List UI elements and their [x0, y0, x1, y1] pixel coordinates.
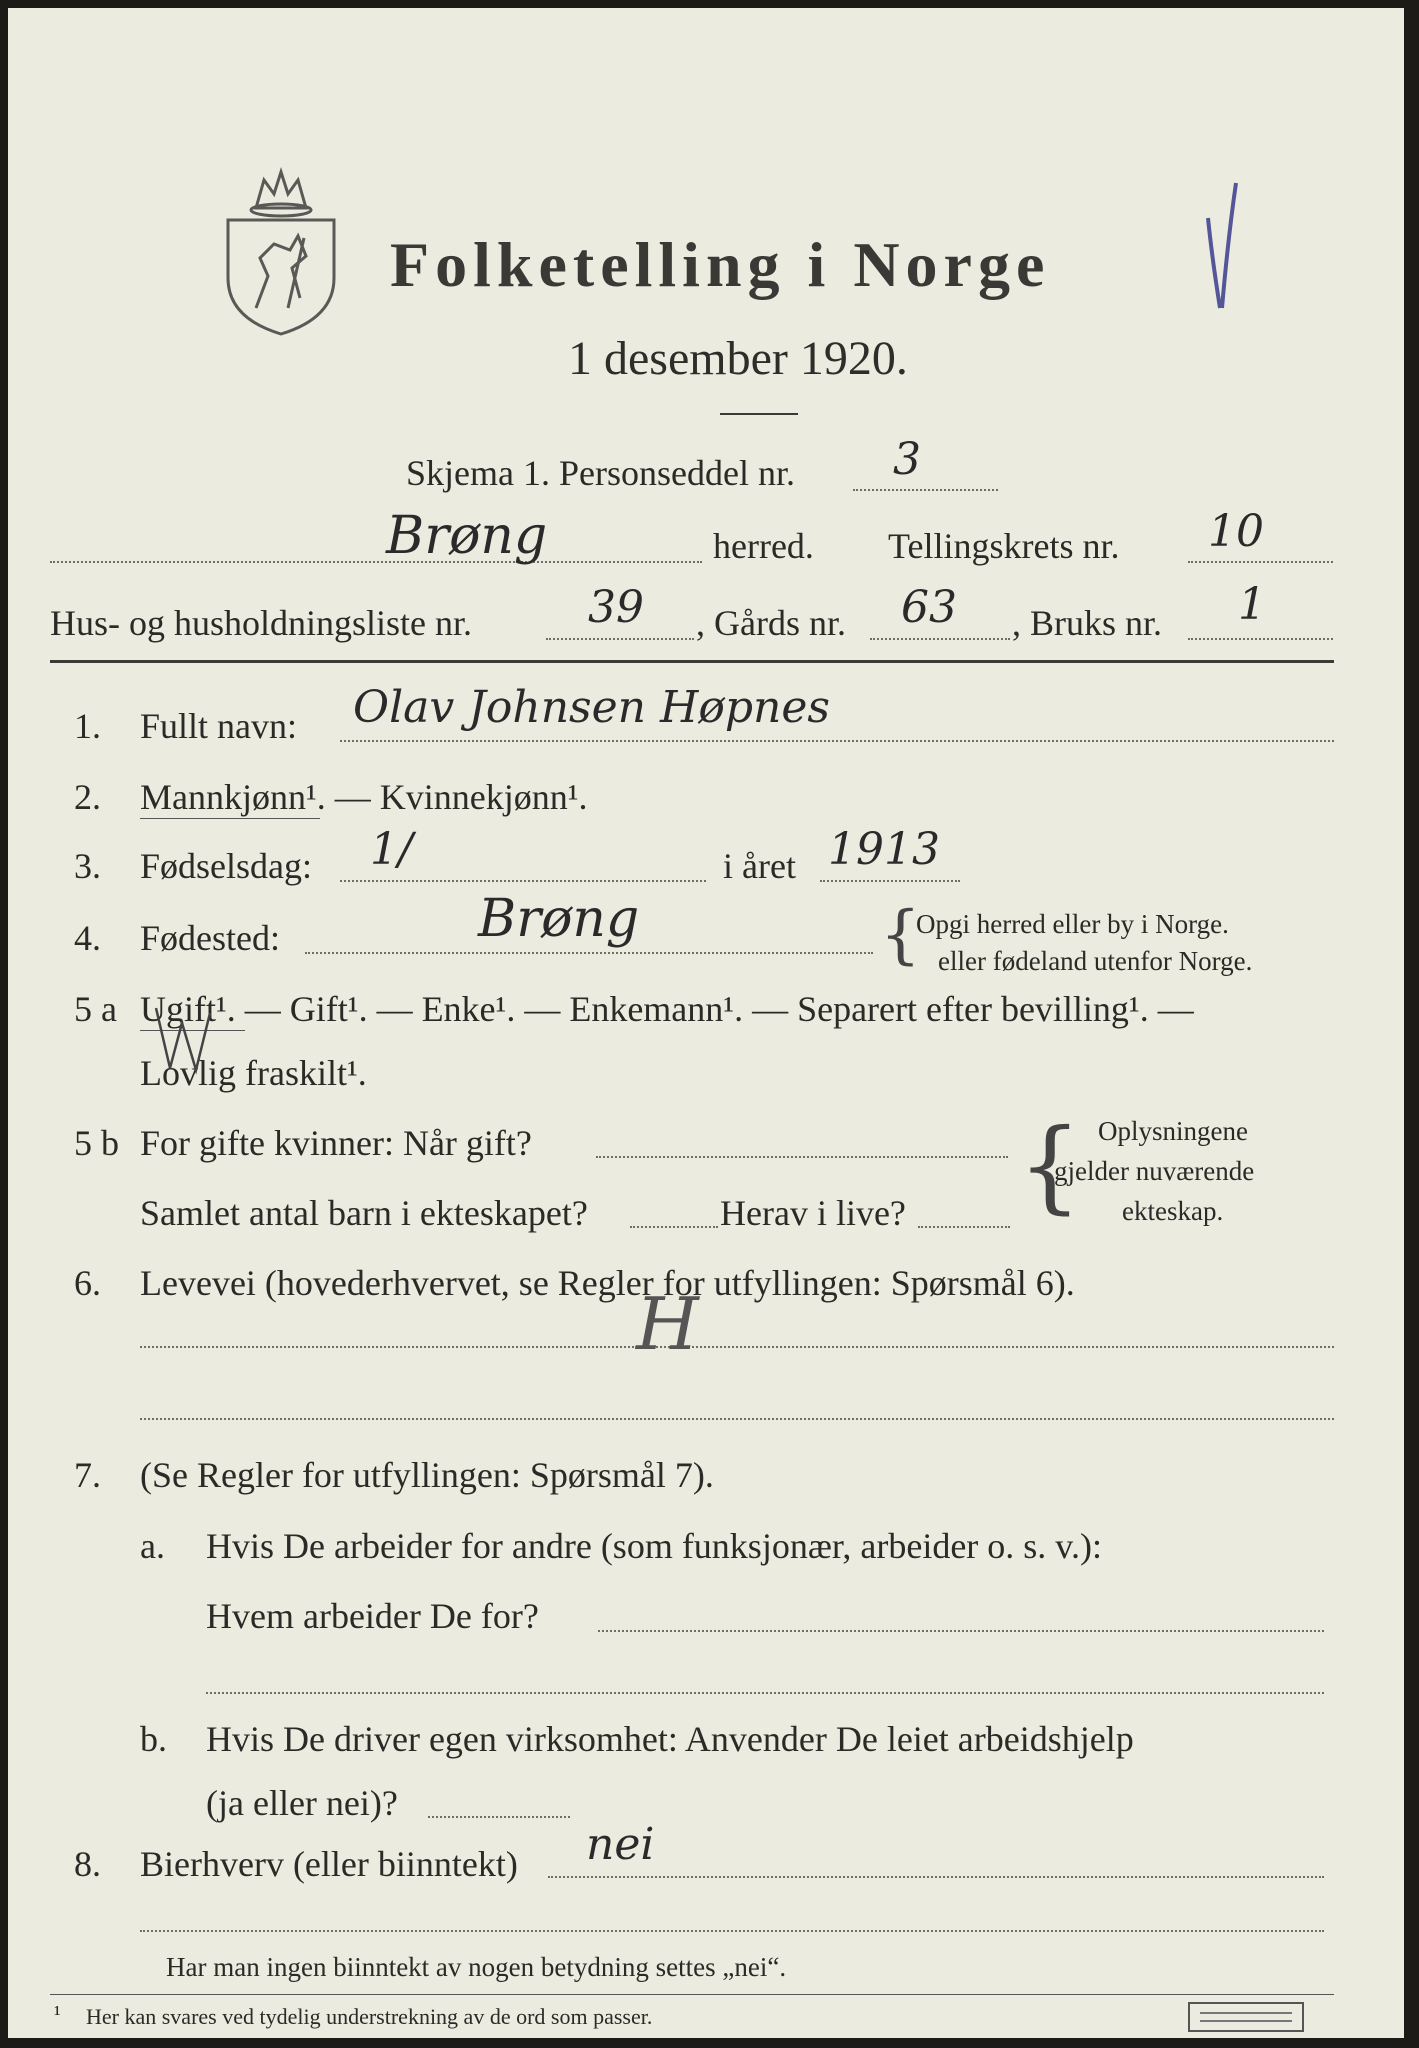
q1-value: Olav Johnsen Høpnes: [353, 682, 830, 733]
q1-line: [340, 740, 1334, 742]
q5b-gift-line: [596, 1156, 1008, 1158]
q7a-line-1: Hvis De arbeider for andre (som funksjonær, arbeider o. s. v.):: [206, 1526, 1102, 1566]
q4-line: [305, 952, 873, 954]
q5b-number: 5 b: [74, 1123, 119, 1163]
bruks-label: , Bruks nr.: [1012, 603, 1163, 643]
q5b-line-2a: Samlet antal barn i ekteskapet?: [140, 1193, 588, 1233]
q3-year-label: i året: [723, 846, 796, 886]
q4-note-2: eller fødeland utenfor Norge.: [938, 946, 1253, 976]
q6-number: 6.: [74, 1263, 101, 1303]
hus-line: [546, 638, 694, 640]
q5a-number: 5 a: [74, 989, 117, 1029]
printer-stamp: [1188, 2002, 1304, 2032]
title-divider: [720, 413, 798, 415]
footer-divider: [50, 1994, 1334, 1995]
footnote-text: Her kan svares ved tydelig understrekning av de ord som passer.: [86, 2004, 653, 2029]
herred-label: herred.: [713, 526, 814, 566]
q1-label: Fullt navn:: [140, 706, 298, 746]
q3-year-value: 1913: [828, 824, 940, 875]
q6-line-2: [140, 1418, 1334, 1420]
q7b-line: [428, 1816, 570, 1818]
q5b-note-2: gjelder nuværende: [1054, 1156, 1255, 1186]
q6-label: Levevei (hovederhvervet, se Regler for utfyllingen: Spørsmål 6).: [140, 1263, 1075, 1303]
herred-value: Brøng: [386, 506, 548, 566]
gards-label: , Gårds nr.: [696, 603, 846, 643]
q4-value: Brøng: [478, 889, 640, 949]
q3-number: 3.: [74, 846, 101, 886]
q2-underline: [140, 818, 320, 819]
q5b-note-3: ekteskap.: [1122, 1196, 1224, 1226]
q3-value: 1/: [370, 824, 413, 875]
footnote-mark: ¹: [54, 2001, 61, 2026]
census-form: [8, 8, 1404, 2038]
q8-line-extra: [140, 1930, 1324, 1932]
q7b-line-1: Hvis De driver egen virksomhet: Anvender De leiet arbeidshjelp: [206, 1719, 1134, 1759]
q7b-line-2: (ja eller nei)?: [206, 1783, 398, 1823]
footer-note: Har man ingen biinntekt av nogen betydning settes „nei“.: [166, 1952, 787, 1982]
q8-line: [548, 1876, 1324, 1878]
bruks-value: 1: [1238, 579, 1266, 630]
q5b-barn-line: [630, 1226, 718, 1228]
schema-value: 3: [893, 434, 921, 485]
q7a-line: [598, 1630, 1324, 1632]
gards-line: [870, 638, 1010, 640]
q7a-line-extra: [206, 1692, 1324, 1694]
tellingskrets-value: 10: [1208, 506, 1264, 557]
q5b-note-1: Oplysningene: [1098, 1116, 1248, 1146]
coat-of-arms-icon: [216, 158, 346, 338]
form-title: Folketelling i Norge: [390, 229, 1051, 300]
schema-line: [853, 489, 998, 491]
bruks-line: [1188, 638, 1333, 640]
q7a-number: a.: [140, 1526, 165, 1566]
q1-number: 1.: [74, 706, 101, 746]
q6-value: H: [636, 1282, 699, 1366]
q7-label: (Se Regler for utfyllingen: Spørsmål 7).: [140, 1455, 714, 1495]
q8-label: Bierhverv (eller biinntekt): [140, 1844, 518, 1884]
q5a-line-1: Ugift¹. — Gift¹. — Enke¹. — Enkemann¹. — Separert efter bevilling¹. —: [140, 989, 1194, 1029]
q2-number: 2.: [74, 777, 101, 817]
header-divider: [50, 660, 1334, 663]
q2-label: Mannkjønn¹. — Kvinnekjønn¹.: [140, 777, 588, 817]
hus-label: Hus- og husholdningsliste nr.: [50, 603, 473, 643]
q7b-number: b.: [140, 1719, 167, 1759]
gards-value: 63: [901, 582, 957, 633]
q8-number: 8.: [74, 1844, 101, 1884]
q4-number: 4.: [74, 918, 101, 958]
q7a-line-2: Hvem arbeider De for?: [206, 1596, 539, 1636]
tellingskrets-line: [1188, 561, 1333, 563]
q6-line-1: [140, 1346, 1334, 1348]
tellingskrets-label: Tellingskrets nr.: [888, 526, 1120, 566]
q5a-line-2: Lovlig fraskilt¹.: [140, 1053, 367, 1093]
q4-note-1: Opgi herred eller by i Norge.: [916, 909, 1229, 939]
check-mark-scribble: [1198, 178, 1248, 318]
q3-year-line: [820, 880, 960, 882]
hus-value: 39: [588, 582, 644, 633]
q5b-line-1: For gifte kvinner: Når gift?: [140, 1123, 532, 1163]
q4-label: Fødested:: [140, 918, 280, 958]
q5b-brace: {: [1018, 1107, 1082, 1224]
q5a-check-scribble: [148, 998, 238, 1078]
q3-line: [340, 880, 706, 882]
q5b-live-line: [918, 1226, 1010, 1228]
q4-brace: {: [880, 898, 921, 972]
schema-label: Skjema 1. Personseddel nr.: [406, 453, 795, 493]
q3-label: Fødselsdag:: [140, 846, 313, 886]
q5b-line-2b: Herav i live?: [720, 1193, 906, 1233]
census-date: 1 desember 1920.: [568, 332, 908, 385]
herred-line: [50, 561, 702, 563]
q8-value: nei: [586, 1819, 655, 1870]
q7-number: 7.: [74, 1455, 101, 1495]
